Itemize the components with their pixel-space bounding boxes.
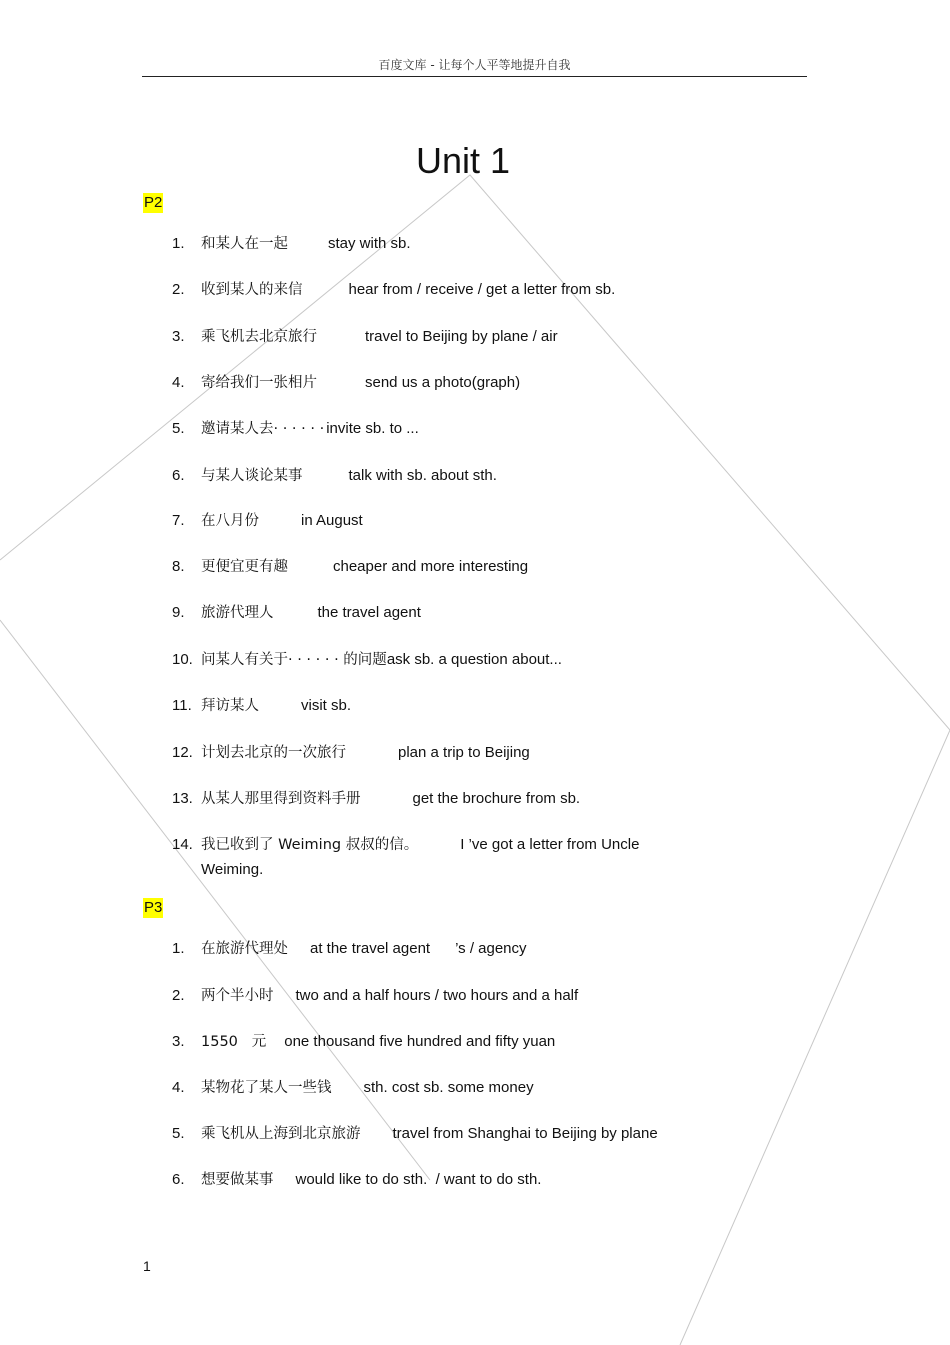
item-number: 8. — [172, 558, 185, 575]
section-label-p2: P2 — [144, 194, 163, 211]
item-chinese: 问某人有关于· · · · · · 的问题 — [201, 652, 387, 668]
page-header: 百度文库 - 让每个人平等地提升自我 — [378, 58, 571, 72]
item-chinese: 邀请某人去· · · · · · — [201, 421, 325, 437]
item-english: the travel agent — [317, 604, 421, 621]
list-item — [172, 1167, 541, 1193]
item-english: I ’ve got a letter from Uncle — [460, 836, 640, 853]
item-chinese: 收到某人的来信 — [201, 282, 303, 298]
item-chinese: 在八月份 — [201, 513, 259, 529]
item-english: visit sb. — [301, 697, 352, 714]
list-item — [172, 983, 578, 1009]
item-number: 10. — [172, 651, 193, 668]
item-number: 3. — [172, 328, 185, 345]
list-item — [172, 740, 530, 766]
item-number: 4. — [172, 1079, 185, 1096]
item-chinese: 想要做某事 — [201, 1172, 274, 1188]
item-english: stay with sb. — [328, 235, 411, 252]
item-chinese: 我已收到了 Weiming 叔叔的信。 — [201, 837, 419, 853]
item-english-continued: Weiming. — [201, 861, 264, 878]
item-english: plan a trip to Beijing — [398, 744, 530, 761]
item-number: 4. — [172, 374, 185, 391]
item-english: ask sb. a question about... — [386, 651, 562, 668]
list-item — [172, 370, 520, 396]
item-number: 12. — [172, 744, 193, 761]
item-english: two and a half hours / two hours and a half — [295, 987, 579, 1004]
list-item — [172, 1075, 534, 1101]
list-item — [172, 231, 411, 257]
item-number: 14. — [172, 836, 193, 853]
list-item — [172, 832, 639, 858]
item-english: travel from Shanghai to Beijing by plane — [392, 1125, 658, 1142]
item-number: 2. — [172, 987, 185, 1004]
item-number: 6. — [172, 1171, 185, 1188]
item-english: travel to Beijing by plane / air — [365, 328, 558, 345]
item-english: sth. cost sb. some money — [363, 1079, 534, 1096]
item-english: would like to do sth. / want to do sth. — [295, 1171, 542, 1188]
item-english: cheaper and more interesting — [333, 558, 529, 575]
item-chinese: 与某人谈论某事 — [201, 468, 303, 484]
list-item — [172, 1121, 658, 1147]
page-number: 1 — [143, 1258, 151, 1274]
list-item — [172, 1029, 555, 1055]
list-item — [172, 324, 558, 350]
list-item — [172, 554, 528, 580]
item-number: 9. — [172, 604, 185, 621]
item-number: 3. — [172, 1033, 185, 1050]
section-label-p3: P3 — [144, 899, 163, 916]
item-number: 2. — [172, 281, 185, 298]
item-chinese: 某物花了某人一些钱 — [201, 1080, 332, 1096]
list-item — [172, 508, 363, 534]
list-item — [172, 416, 419, 442]
item-chinese: 计划去北京的一次旅行 — [201, 745, 346, 761]
item-number: 1. — [172, 235, 185, 252]
list-item — [172, 600, 421, 626]
item-chinese: 更便宜更有趣 — [201, 559, 288, 575]
item-number: 13. — [172, 790, 193, 807]
item-number: 11. — [172, 697, 192, 714]
item-number: 7. — [172, 512, 185, 529]
item-english: send us a photo(graph) — [365, 374, 521, 391]
item-chinese: 乘飞机去北京旅行 — [201, 329, 317, 345]
item-chinese: 在旅游代理处 — [201, 941, 288, 957]
item-english: at the travel agent ’s / agency — [310, 940, 527, 957]
list-item — [172, 463, 497, 489]
header-divider — [142, 76, 807, 77]
list-item — [172, 647, 562, 673]
item-english: get the brochure from sb. — [412, 790, 581, 807]
list-item — [172, 936, 527, 962]
item-number: 5. — [172, 420, 185, 437]
list-item — [172, 786, 580, 812]
item-english: in August — [301, 512, 363, 529]
item-chinese: 两个半小时 — [201, 988, 274, 1004]
item-chinese: 旅游代理人 — [201, 605, 274, 621]
item-chinese: 1550 元 — [201, 1034, 267, 1050]
list-item — [172, 277, 615, 303]
item-chinese: 拜访某人 — [201, 698, 259, 714]
item-english: hear from / receive / get a letter from sb. — [348, 281, 616, 298]
list-item — [172, 693, 351, 719]
item-number: 5. — [172, 1125, 185, 1142]
item-english: invite sb. to ... — [326, 420, 419, 437]
page-title: Unit 1 — [415, 140, 511, 181]
item-chinese: 和某人在一起 — [201, 236, 288, 252]
item-chinese: 乘飞机从上海到北京旅游 — [201, 1126, 361, 1142]
item-chinese: 寄给我们一张相片 — [201, 375, 317, 391]
item-number: 1. — [172, 940, 185, 957]
item-chinese: 从某人那里得到资料手册 — [201, 791, 361, 807]
item-english: one thousand five hundred and fifty yuan — [284, 1033, 556, 1050]
item-english: talk with sb. about sth. — [348, 467, 497, 484]
item-number: 6. — [172, 467, 185, 484]
